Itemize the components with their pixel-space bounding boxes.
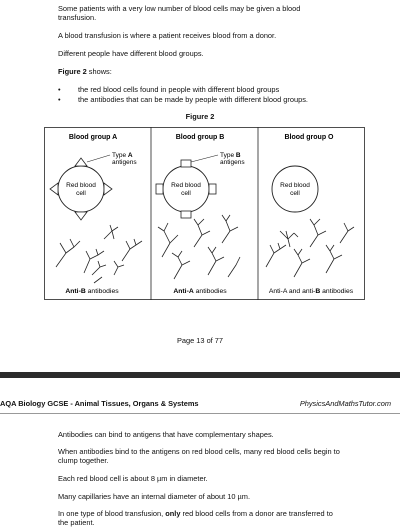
column-header-group-b: Blood group B <box>175 134 225 141</box>
footer-anti-b-antibodies: Anti-B antibodies <box>65 288 119 295</box>
cell-diameter-sentence: Each red blood cell is about 8 µm in diameter. <box>58 474 208 483</box>
svg-text:Red blood: Red blood <box>171 182 201 189</box>
type-a-antigen-label: Type A <box>112 152 133 159</box>
page-header <box>0 399 400 411</box>
header-site-name: PhysicsAndMathsTutor.com <box>299 399 391 408</box>
list-item: • the red blood cells found in people with different blood groups <box>58 85 280 94</box>
type-a-antigen-icon <box>75 212 87 220</box>
figure-2-diagram <box>44 127 365 300</box>
svg-text:Red blood: Red blood <box>66 182 96 189</box>
figure-reference-label: Figure 2 <box>58 67 87 76</box>
type-b-antigen-icon <box>181 211 191 218</box>
red-blood-cell-group-b <box>156 155 218 218</box>
figure-title: Figure 2 <box>185 112 215 121</box>
svg-text:cell: cell <box>290 190 300 197</box>
footer-anti-a-and-anti-b-antibodies: Anti-A and anti-B antibodies <box>268 288 354 295</box>
header-rule <box>0 413 400 414</box>
svg-text:cell: cell <box>76 190 86 197</box>
column-header-group-o: Blood group O <box>284 134 334 141</box>
list-item: • the antibodies that can be made by people with different blood groups. <box>58 94 308 104</box>
antibody-binding-sentence: Antibodies can bind to antigens that have complementary shapes. <box>58 430 274 439</box>
svg-text:antigens: antigens <box>112 159 137 166</box>
anti-a-antibodies-drawing <box>158 215 240 279</box>
anti-a-and-anti-b-antibodies-drawing <box>266 219 354 277</box>
bullet-list <box>58 85 308 104</box>
page-divider <box>0 372 400 378</box>
header-course-title: AQA Biology GCSE - Animal Tissues, Organs & Systems <box>0 399 199 408</box>
bullet-icon: • <box>58 85 61 94</box>
footer-anti-a-antibodies: Anti-A antibodies <box>173 288 227 295</box>
type-a-antigen-icon <box>75 158 87 166</box>
transfusion-definition: A blood transfusion is where a patient receives blood from a donor. <box>58 31 277 40</box>
figure-reference <box>58 67 112 76</box>
intro-paragraph: Some patients with a very low number of blood cells may be given a blood transfusion. <box>58 4 301 22</box>
transfusion-type-paragraph: In one type of blood transfusion, only red blood cells from a donor are transferred to the patient. <box>58 509 333 527</box>
blood-groups-sentence: Different people have different blood groups. <box>58 49 204 58</box>
anti-b-antibodies-drawing <box>56 225 142 283</box>
type-a-antigen-icon <box>50 183 58 195</box>
type-b-antigen-icon <box>181 160 191 167</box>
red-blood-cell-group-o <box>272 166 318 212</box>
svg-text:antigens: antigens <box>220 159 245 166</box>
svg-text:Red blood: Red blood <box>280 182 310 189</box>
type-a-antigen-icon <box>104 183 112 195</box>
clumping-paragraph: When antibodies bind to the antigens on red blood cells, many red blood cells begin to clump together. <box>58 447 340 465</box>
type-b-antigen-icon <box>209 184 216 194</box>
type-b-antigen-icon <box>156 184 163 194</box>
column-header-group-a: Blood group A <box>68 134 118 141</box>
type-b-antigen-label: Type B <box>220 152 241 159</box>
page-number: Page 13 of 77 <box>176 336 224 345</box>
red-blood-cell-group-a <box>50 155 112 220</box>
bullet-icon: • <box>58 94 61 104</box>
svg-text:cell: cell <box>181 190 191 197</box>
figure-reference-text: shows: <box>86 67 112 76</box>
capillary-diameter-sentence: Many capillaries have an internal diameter of about 10 µm. <box>58 492 251 501</box>
